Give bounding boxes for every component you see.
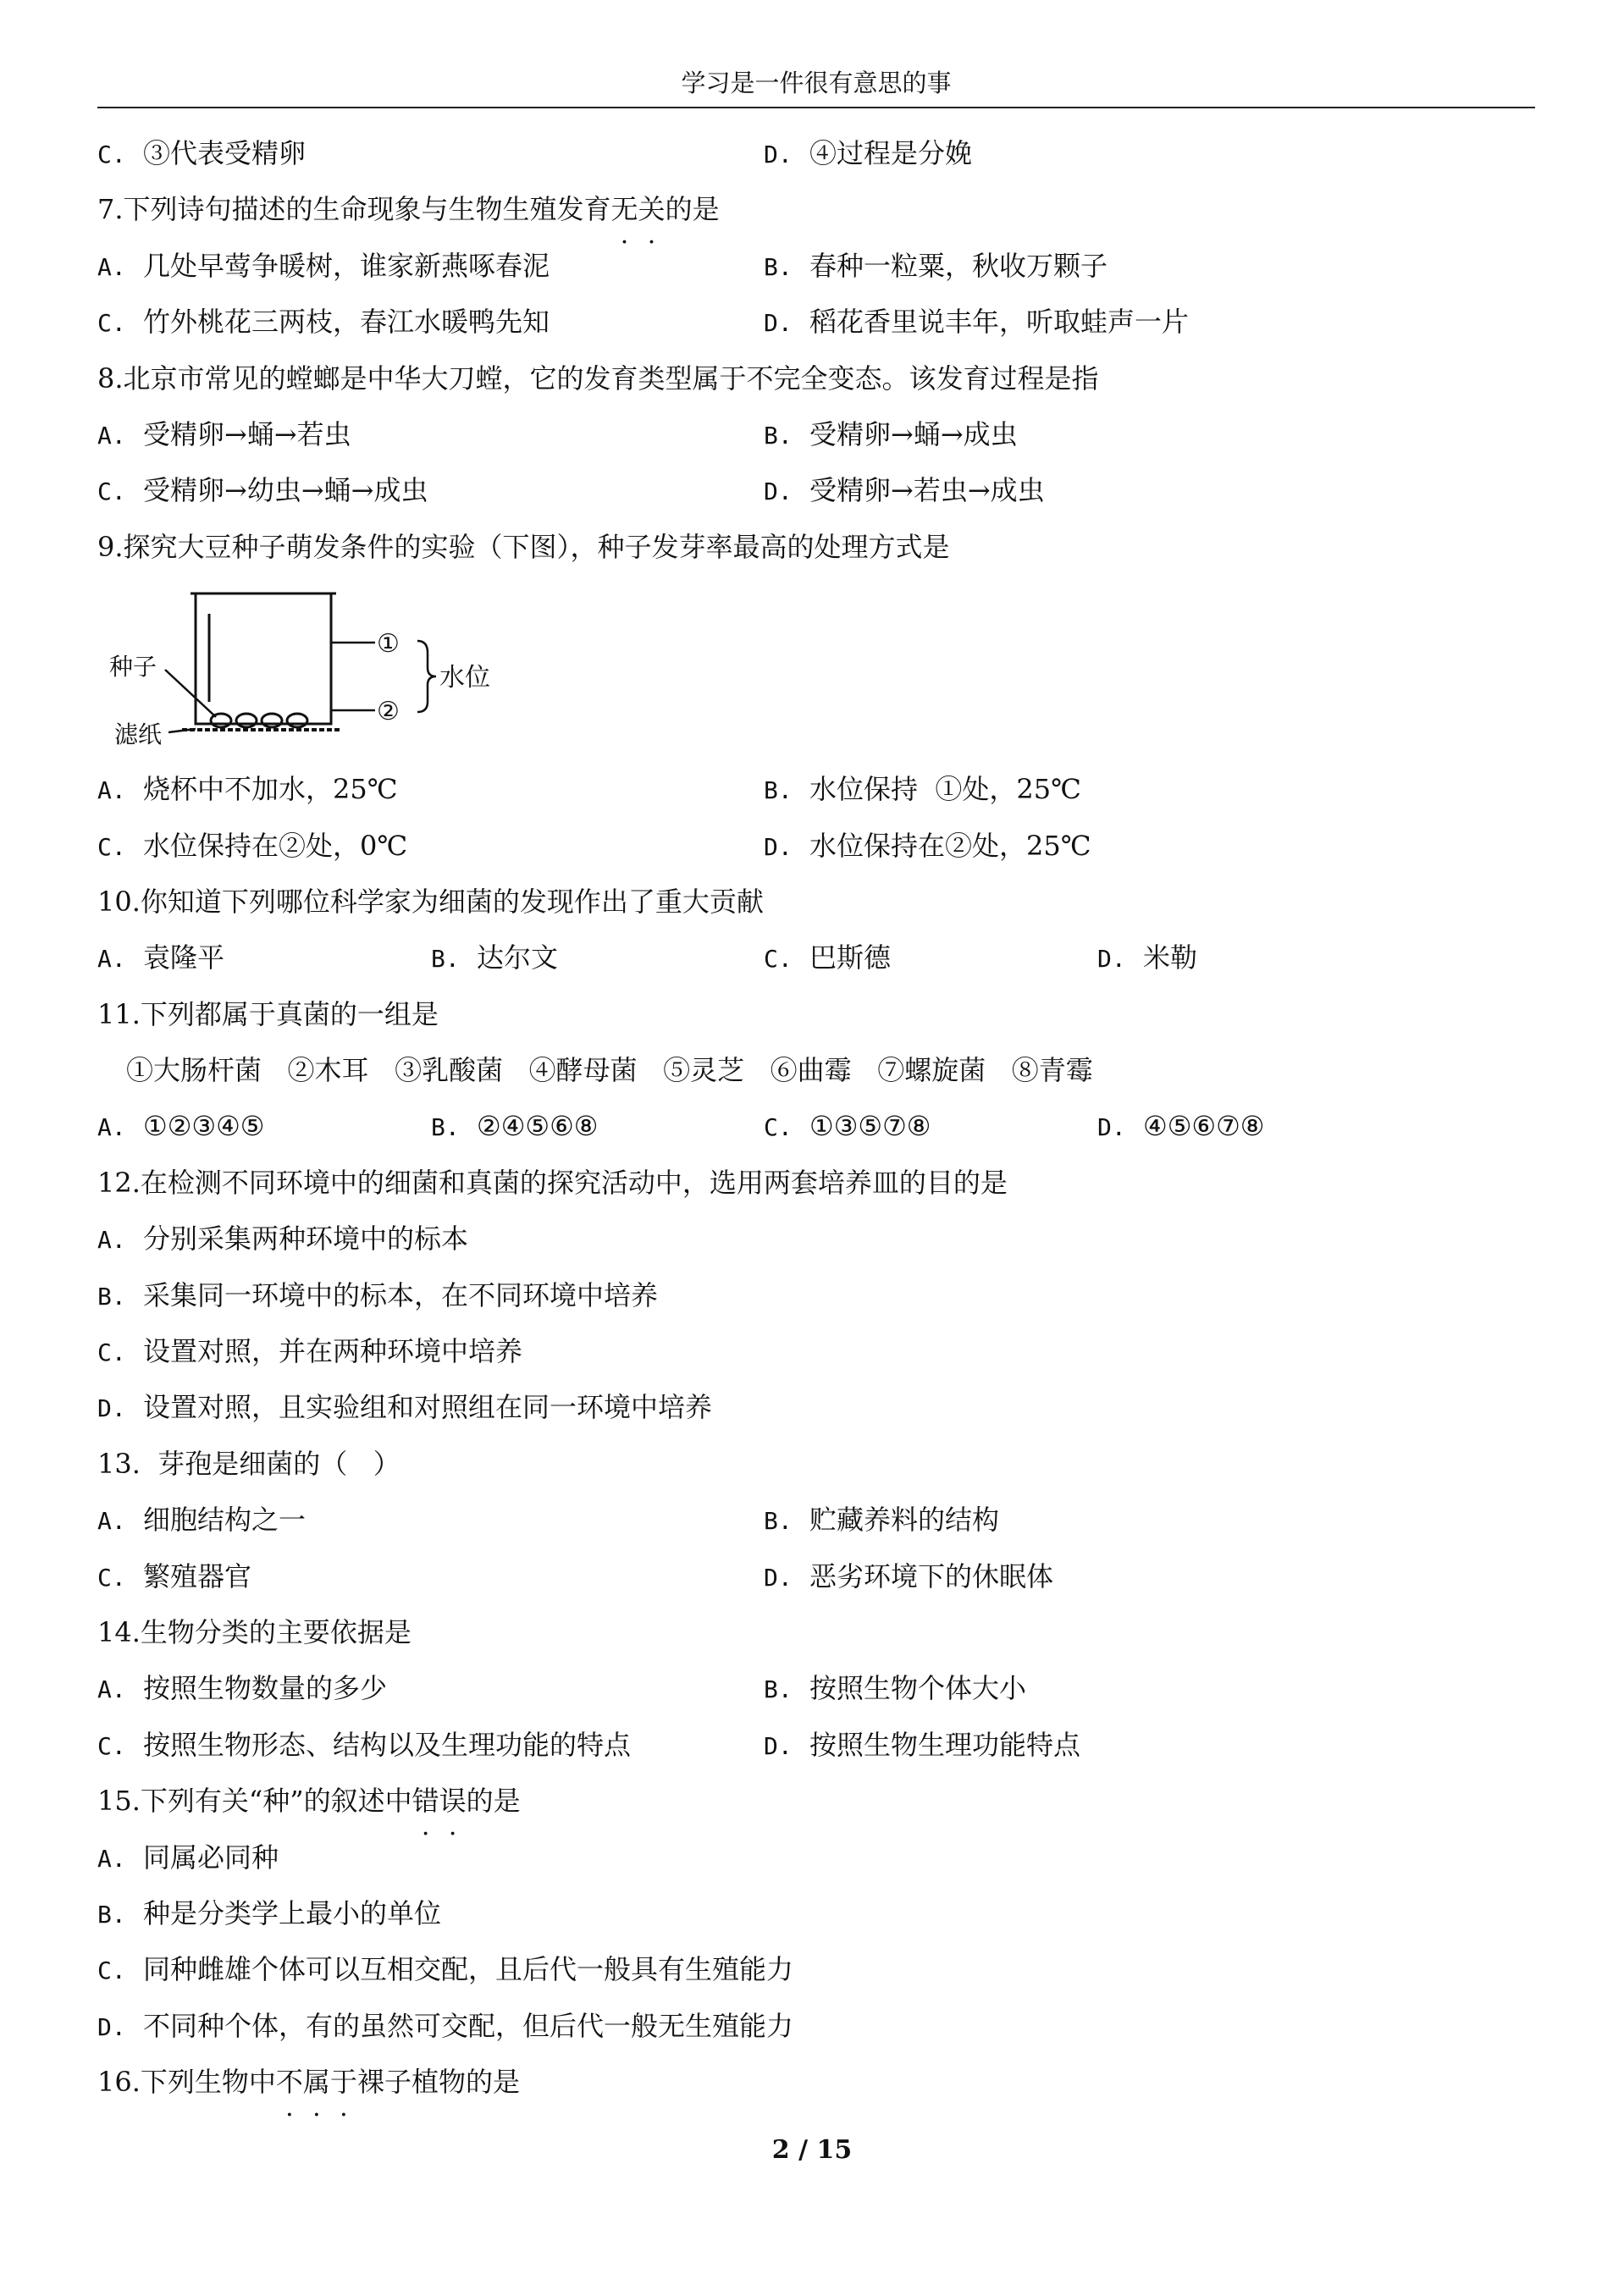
q10-option-b: B. 达尔文 bbox=[431, 941, 559, 974]
water-level-label: 水位 bbox=[439, 663, 490, 693]
header-title: 学习是一件很有意思的事 bbox=[681, 69, 952, 97]
q14-option-b: B. 按照生物个体大小 bbox=[764, 1672, 1027, 1705]
q11-item: ②木耳 bbox=[287, 1054, 369, 1087]
q14-stem: 14.生物分类的主要依据是 bbox=[97, 1615, 412, 1648]
q10-option-d: D. 米勒 bbox=[1097, 941, 1198, 974]
q11-item: ③乳酸菌 bbox=[395, 1054, 504, 1087]
q13-option-c: C. 繁殖器官 bbox=[97, 1559, 252, 1592]
seed-2 bbox=[236, 714, 257, 727]
water-level-1-mark: ① bbox=[377, 629, 400, 660]
beaker-diagram bbox=[97, 575, 538, 761]
page-content bbox=[97, 125, 1535, 2111]
q7-option-d: D. 稻花香里说丰年，听取蛙声一片 bbox=[764, 306, 1190, 339]
q11-option-a: A. ①②③④⑤ bbox=[97, 1110, 265, 1143]
q14-option-a: A. 按照生物数量的多少 bbox=[97, 1672, 388, 1705]
q11-option-b: B. ②④⑤⑥⑧ bbox=[431, 1110, 599, 1143]
q11-item: ①大肠杆菌 bbox=[126, 1054, 262, 1087]
seed-4 bbox=[287, 714, 307, 727]
q9-options-ab bbox=[97, 761, 1535, 817]
q16-stem: 16.下列生物中不属于裸子植物的是 bbox=[97, 2066, 520, 2099]
q12-option-a: A. 分别采集两种环境中的标本 bbox=[97, 1223, 469, 1256]
q15-option-a: A. 同属必同种 bbox=[97, 1841, 279, 1874]
q7-option-c: C. 竹外桃花三两枝，春江水暖鸭先知 bbox=[97, 306, 550, 339]
q12-option-b: B. 采集同一环境中的标本，在不同环境中培养 bbox=[97, 1278, 659, 1311]
q9-option-c: C. 水位保持在②处，0℃ bbox=[97, 829, 408, 862]
q14-options-cd bbox=[97, 1717, 1535, 1773]
q9-options-cd bbox=[97, 818, 1535, 874]
q9-stem: 9.探究大豆种子萌发条件的实验（下图），种子发芽率最高的处理方式是 bbox=[97, 530, 950, 563]
q7-option-b: B. 春种一粒粟，秋收万颗子 bbox=[764, 249, 1108, 282]
q10-option-c: C. 巴斯德 bbox=[764, 941, 892, 974]
water-level-2-mark: ② bbox=[377, 697, 400, 727]
q8-option-c: C. 受精卵→幼虫→蛹→成虫 bbox=[97, 474, 428, 507]
q14-option-c: C. 按照生物形态、结构以及生理功能的特点 bbox=[97, 1728, 632, 1761]
q15-stem: 15.下列有关“种”的叙述中错误的是 bbox=[97, 1785, 521, 1818]
q12-option-c: C. 设置对照，并在两种环境中培养 bbox=[97, 1335, 523, 1368]
seed-label: 种子 bbox=[109, 653, 157, 682]
q11-options bbox=[97, 1098, 1535, 1154]
filter-paper-label: 滤纸 bbox=[114, 720, 163, 749]
q13-option-b: B. 贮藏养料的结构 bbox=[764, 1504, 1000, 1537]
q6-option-d: D. ④过程是分娩 bbox=[764, 137, 973, 169]
q8-options-cd bbox=[97, 462, 1535, 518]
q15-option-c: C. 同种雌雄个体可以互相交配，且后代一般具有生殖能力 bbox=[97, 1953, 794, 1986]
q9-option-a: A. 烧杯中不加水，25℃ bbox=[97, 773, 398, 806]
q13-option-a: A. 细胞结构之一 bbox=[97, 1504, 307, 1537]
q13-stem: 13. 芽孢是细菌的（ ） bbox=[97, 1447, 400, 1480]
q11-item: ⑦螺旋菌 bbox=[877, 1054, 986, 1087]
q11-items bbox=[97, 1042, 1535, 1098]
q8-option-b: B. 受精卵→蛹→成虫 bbox=[764, 417, 1018, 450]
q11-stem: 11.下列都属于真菌的一组是 bbox=[97, 997, 439, 1030]
q10-option-a: A. 袁隆平 bbox=[97, 941, 225, 974]
q11-item: ⑤灵芝 bbox=[663, 1054, 745, 1087]
q7-stem: 7.下列诗句描述的生命现象与生物生殖发育无关的是 bbox=[97, 193, 720, 226]
q15-option-b: B. 种是分类学上最小的单位 bbox=[97, 1896, 442, 1929]
q6-option-c: C. ③代表受精卵 bbox=[97, 137, 307, 169]
q11-option-c: C. ①③⑤⑦⑧ bbox=[764, 1110, 931, 1143]
q7-option-a: A. 几处早莺争暖树，谁家新燕啄春泥 bbox=[97, 249, 550, 282]
q9-option-d: D. 水位保持在②处，25℃ bbox=[764, 829, 1091, 862]
q15-option-d: D. 不同种个体，有的虽然可交配，但后代一般无生殖能力 bbox=[97, 2009, 794, 2042]
q7-options-ab bbox=[97, 238, 1535, 294]
q13-options-ab bbox=[97, 1492, 1535, 1548]
q12-stem: 12.在检测不同环境中的细菌和真菌的探究活动中，选用两套培养皿的目的是 bbox=[97, 1166, 1008, 1199]
q9-option-b: B. 水位保持 ①处，25℃ bbox=[764, 773, 1081, 806]
q6-options-cd bbox=[97, 125, 1535, 181]
q8-option-d: D. 受精卵→若虫→成虫 bbox=[764, 474, 1045, 507]
q8-options-ab bbox=[97, 406, 1535, 462]
q7-options-cd bbox=[97, 294, 1535, 350]
q14-option-d: D. 按照生物生理功能特点 bbox=[764, 1728, 1081, 1761]
q8-option-a: A. 受精卵→蛹→若虫 bbox=[97, 417, 351, 450]
q8-stem: 8.北京市常见的螳螂是中华大刀螳，它的发育类型属于不完全变态。该发育过程是指 bbox=[97, 362, 1099, 395]
seed-3 bbox=[262, 714, 282, 727]
q13-option-d: D. 恶劣环境下的休眠体 bbox=[764, 1559, 1054, 1592]
q11-item: ⑧青霉 bbox=[1011, 1054, 1093, 1087]
q14-options-ab bbox=[97, 1660, 1535, 1716]
q10-options bbox=[97, 930, 1535, 985]
beaker-figure bbox=[97, 575, 1535, 761]
q11-item: ⑥曲霉 bbox=[770, 1054, 852, 1087]
q12-option-d: D. 设置对照，且实验组和对照组在同一环境中培养 bbox=[97, 1391, 713, 1424]
q11-item: ④酵母菌 bbox=[528, 1054, 638, 1087]
q10-stem: 10.你知道下列哪位科学家为细菌的发现作出了重大贡献 bbox=[97, 885, 764, 918]
q11-option-d: D. ④⑤⑥⑦⑧ bbox=[1097, 1110, 1265, 1143]
q13-options-cd bbox=[97, 1548, 1535, 1604]
page-number: 2 / 15 bbox=[771, 2135, 853, 2165]
page-header bbox=[97, 61, 1535, 108]
